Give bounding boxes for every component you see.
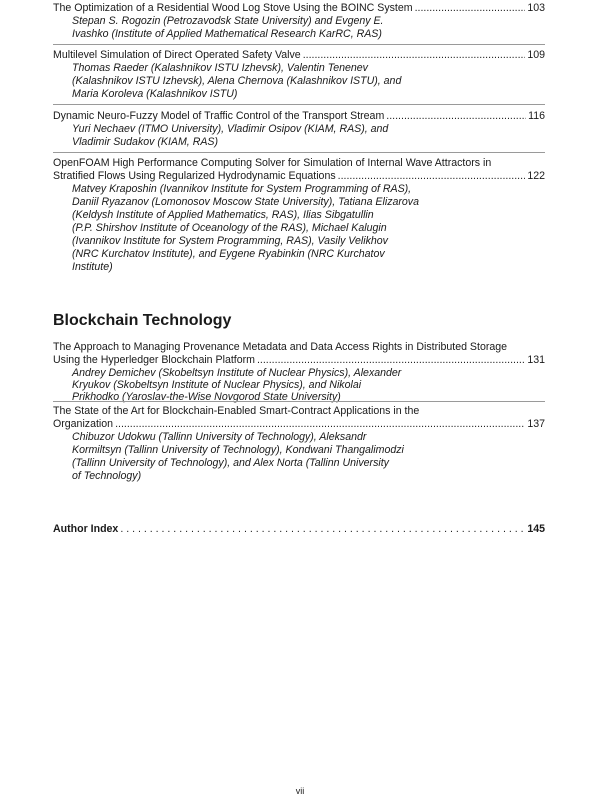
author-line: Chibuzor Udokwu (Tallinn University of Technology), Aleksandr <box>72 431 367 443</box>
toc-entry-page: 103 <box>527 2 545 14</box>
dot-leader <box>303 49 526 62</box>
toc-entry-title-line <box>53 341 545 354</box>
toc-entry-title-cont: Using the Hyperledger Blockchain Platform <box>53 354 255 366</box>
author-line: Stepan S. Rogozin (Petrozavodsk State University) and Evgeny E. <box>72 15 384 27</box>
dot-leader <box>415 2 526 15</box>
toc-entry-page: 116 <box>528 110 545 122</box>
page-number: vii <box>295 786 305 796</box>
author-line: (P.P. Shirshov Institute of Oceanology of the RAS), Michael Kalugin <box>72 222 387 234</box>
toc-entry-title-cont: Stratified Flows Using Regularized Hydrodynamic Equations <box>53 170 336 182</box>
toc-entry-title-line <box>53 110 545 123</box>
author-index-label: Author Index <box>53 523 119 535</box>
author-line: (Ivannikov Institute for System Programming, RAS), Vasily Velikhov <box>72 235 388 247</box>
author-line: (NRC Kurchatov Institute), and Eygene Ryabinkin (NRC Kurchatov <box>72 248 385 260</box>
author-index-line <box>53 523 545 536</box>
dot-leader <box>120 523 525 536</box>
toc-entry <box>53 2 545 41</box>
author-line: Maria Koroleva (Kalashnikov ISTU) <box>72 88 238 100</box>
author-line: (Tallinn University of Technology), and Alex Norta (Tallinn University <box>72 457 389 469</box>
toc-entry <box>53 49 545 101</box>
dot-leader <box>338 170 526 183</box>
separator <box>53 152 545 153</box>
toc-entry-title-line <box>53 405 545 418</box>
toc-entry-title: Dynamic Neuro-Fuzzy Model of Traffic Control of the Transport Stream <box>53 110 385 122</box>
author-line: of Technology) <box>72 470 142 482</box>
toc-entry-authors <box>72 123 545 149</box>
toc-entry <box>53 157 545 274</box>
author-line: Institute) <box>72 261 113 273</box>
toc-entry-title: The Approach to Managing Provenance Metadata and Data Access Rights in Distributed Storage <box>53 341 508 353</box>
dot-leader <box>115 418 525 431</box>
author-line: Kormiltsyn (Tallinn University of Technology), Kondwani Thangalimodzi <box>72 444 404 456</box>
toc-entry-authors <box>72 431 545 483</box>
toc-entry-authors <box>72 183 545 274</box>
author-line: Daniil Ryazanov (Lomonosov Moscow State University), Tatiana Elizarova <box>72 196 419 208</box>
toc-entry-title-line <box>53 354 545 367</box>
toc-entry <box>53 110 545 149</box>
toc-entry-title-line <box>53 2 545 15</box>
author-line: Kryukov (Skobeltsyn Institute of Nuclear Physics), and Nikolai <box>72 379 362 391</box>
toc-entry-title: The State of the Art for Blockchain-Enabled Smart-Contract Applications in the <box>53 405 420 417</box>
toc-entry-page: 122 <box>527 170 545 182</box>
toc-entry-authors <box>72 62 545 101</box>
toc-entry-authors <box>72 15 545 41</box>
author-line: (Kalashnikov ISTU Izhevsk), Alena Chernova (Kalashnikov ISTU), and <box>72 75 402 87</box>
toc-entry-title: The Optimization of a Residential Wood Log Stove Using the BOINC System <box>53 2 413 14</box>
section-heading: Blockchain Technology <box>53 312 232 329</box>
toc-entry-title-line <box>53 170 545 183</box>
toc-entry-title-line <box>53 49 545 62</box>
author-line: (Keldysh Institute of Applied Mathematics, RAS), Ilias Sibgatullin <box>72 209 374 221</box>
author-line: Yuri Nechaev (ITMO University), Vladimir Osipov (KIAM, RAS), and <box>72 123 389 135</box>
author-line: Ivashko (Institute of Applied Mathematical Research KarRC, RAS) <box>72 28 382 40</box>
author-line: Prikhodko (Yaroslav-the-Wise Novgorod State University) <box>72 391 341 403</box>
author-line: Andrey Demichev (Skobeltsyn Institute of Nuclear Physics), Alexander <box>72 367 402 379</box>
toc-entry <box>53 405 545 483</box>
toc-entry-page: 109 <box>527 49 545 61</box>
author-line: Thomas Raeder (Kalashnikov ISTU Izhevsk), Valentin Tenenev <box>72 62 368 74</box>
dot-leader <box>386 110 526 123</box>
author-index-page: 145 <box>527 523 545 535</box>
toc-entry-page: 131 <box>527 354 545 366</box>
toc-entry-authors <box>72 367 545 403</box>
separator <box>53 401 545 402</box>
author-line: Matvey Kraposhin (Ivannikov Institute for System Programming of RAS), <box>72 183 412 195</box>
dot-leader <box>257 354 525 367</box>
separator <box>53 104 545 105</box>
toc-entry-title-line <box>53 157 545 170</box>
toc-entry-title-cont: Organization <box>53 418 114 430</box>
separator <box>53 44 545 45</box>
author-line: Vladimir Sudakov (KIAM, RAS) <box>72 136 219 148</box>
toc-entry-title: Multilevel Simulation of Direct Operated Safety Valve <box>53 49 301 61</box>
toc-entry-page: 137 <box>527 418 545 430</box>
toc-entry <box>53 341 545 403</box>
toc-entry-title: OpenFOAM High Performance Computing Solver for Simulation of Internal Wave Attractors in <box>53 157 492 169</box>
toc-entry-title-line <box>53 418 545 431</box>
